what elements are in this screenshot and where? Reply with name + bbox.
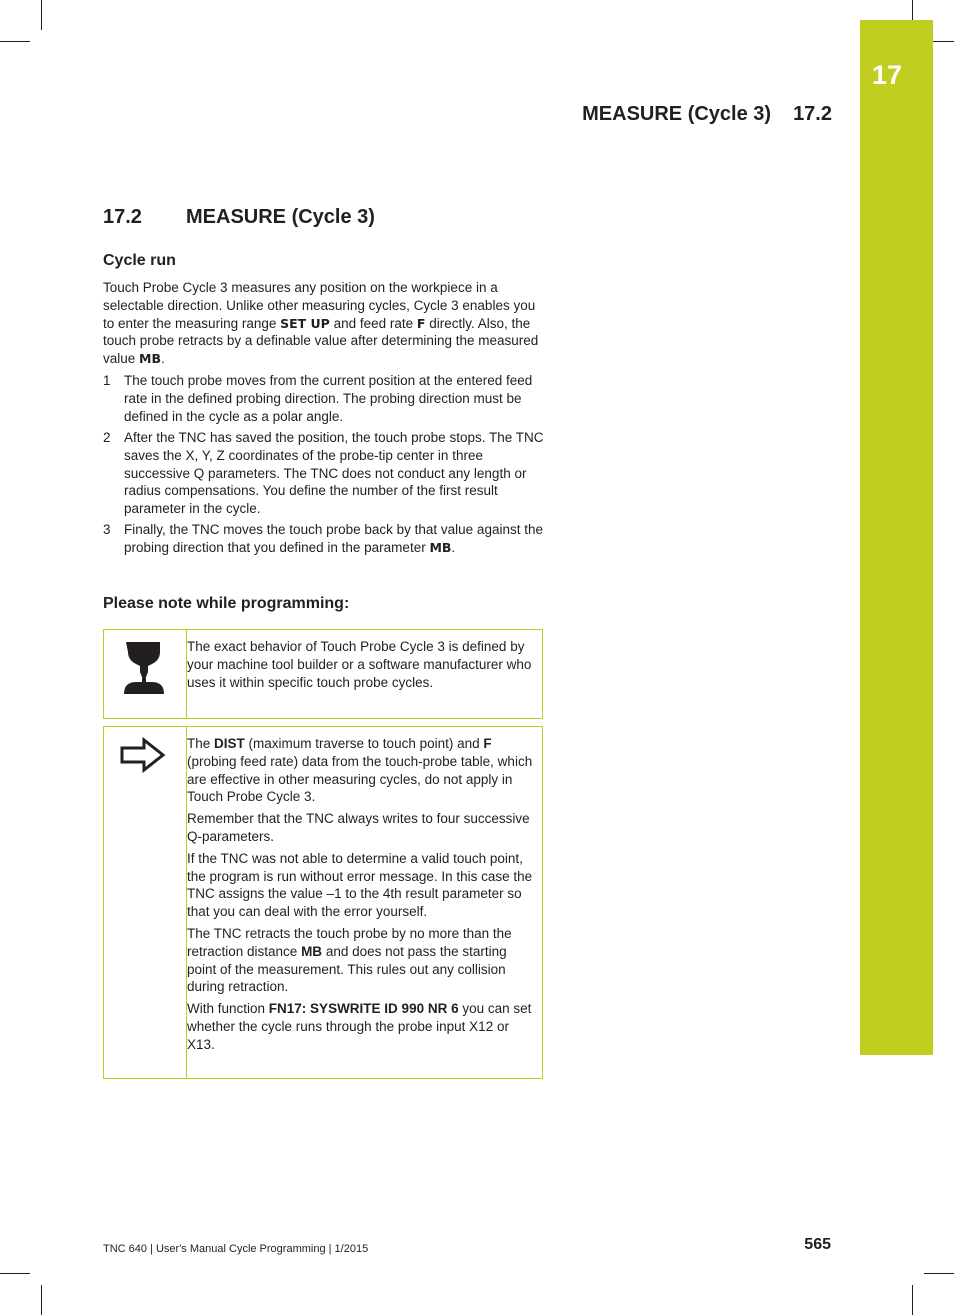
code-mb: MB: [301, 943, 323, 959]
machine-note-text: The exact behavior of Touch Probe Cycle 3 is defined by your machine tool builder or a software manufacturer who uses it within specific touch probe cycles.: [187, 639, 532, 690]
section-number: 17.2: [103, 206, 142, 228]
notes-heading: Please note while programming:: [103, 595, 350, 612]
note-paragraph: The TNC retracts the touch probe by no more than the retraction distance MB and does not pass the starting point of the measurement. This rules out any collision during retraction.: [187, 925, 512, 995]
footer-text: TNC 640 | User's Manual Cycle Programming | 1/2015: [103, 1243, 369, 1255]
note-paragraph: The DIST (maximum traverse to touch point) and F (probing feed rate) data from the touch-probe table, which are effective in other measuring cycles, do not apply in Touch Probe Cycle 3.: [187, 736, 533, 805]
page-number: 565: [804, 1236, 831, 1253]
arrow-note-text: [187, 727, 542, 1066]
step-number: 1: [103, 373, 111, 388]
note-divider: [186, 630, 187, 718]
chapter-tab: [860, 20, 933, 1055]
crop-mark: [41, 0, 42, 30]
cycle-run-heading: Cycle run: [103, 252, 176, 269]
crop-mark: [924, 1273, 954, 1274]
cycle-run-intro: Touch Probe Cycle 3 measures any position on the workpiece in a selectable direction. Unlike other measuring cycles, Cycle 3 enables you to enter the measuring range SET UP and feed rate F directly. Also, the touch probe retracts by a definable value after determining the measured value MB.: [103, 280, 539, 367]
code-mb: MB: [429, 539, 452, 555]
code-f: F: [483, 736, 492, 751]
step-1: [103, 372, 548, 425]
crop-mark: [0, 1273, 30, 1274]
step-text: After the TNC has saved the position, the touch probe stops. The TNC saves the X, Y, Z coordinates of the probe-tip center in three successive Q parameters. The TNC does not conduct any length or radius compensations. You define the number of the first result parameter in the cycle.: [124, 430, 544, 517]
chapter-number: 17: [872, 60, 903, 90]
running-head: [582, 103, 832, 126]
crop-mark: [912, 0, 913, 20]
code-f: F: [416, 315, 426, 331]
step-text: The touch probe moves from the current position at the entered feed rate in the defined probing direction. The probing direction must be defined in the cycle as a polar angle.: [124, 373, 533, 424]
crop-mark: [912, 1285, 913, 1315]
code-fn17: FN17: SYSWRITE ID 990 NR 6: [268, 1001, 459, 1017]
note-paragraph: With function FN17: SYSWRITE ID 990 NR 6 you can set whether the cycle runs through the probe input X12 or X13.: [187, 1001, 532, 1052]
step-number: 3: [103, 522, 111, 537]
section-title-text: MEASURE (Cycle 3): [186, 206, 375, 228]
step-2: [103, 429, 548, 518]
step-number: 2: [103, 430, 111, 445]
note-paragraph: If the TNC was not able to determine a valid touch point, the program is run without error message. In this case the TNC assigns the value –1 to the 4th result parameter so that you can deal with the error yourself.: [187, 850, 533, 920]
note-divider: [186, 727, 187, 1078]
step-text: Finally, the TNC moves the touch probe back by that value against the probing direction that you defined in the parameter MB.: [124, 522, 543, 555]
running-head-title: MEASURE (Cycle 3): [582, 103, 772, 125]
note-paragraph: Remember that the TNC always writes to four successive Q-parameters.: [187, 811, 530, 844]
running-head-number: 17.2: [793, 103, 832, 125]
machine-note-box: [103, 629, 543, 719]
code-set-up: SET UP: [280, 315, 330, 331]
arrow-note-box: [103, 726, 543, 1079]
crop-mark: [0, 41, 30, 42]
arrow-right-icon: [120, 737, 166, 778]
machine-tool-icon: [122, 638, 166, 703]
crop-mark: [41, 1285, 42, 1315]
code-mb: MB: [139, 351, 161, 367]
code-dist: DIST: [214, 736, 245, 751]
section-title: [103, 206, 375, 229]
step-3: [103, 521, 548, 557]
